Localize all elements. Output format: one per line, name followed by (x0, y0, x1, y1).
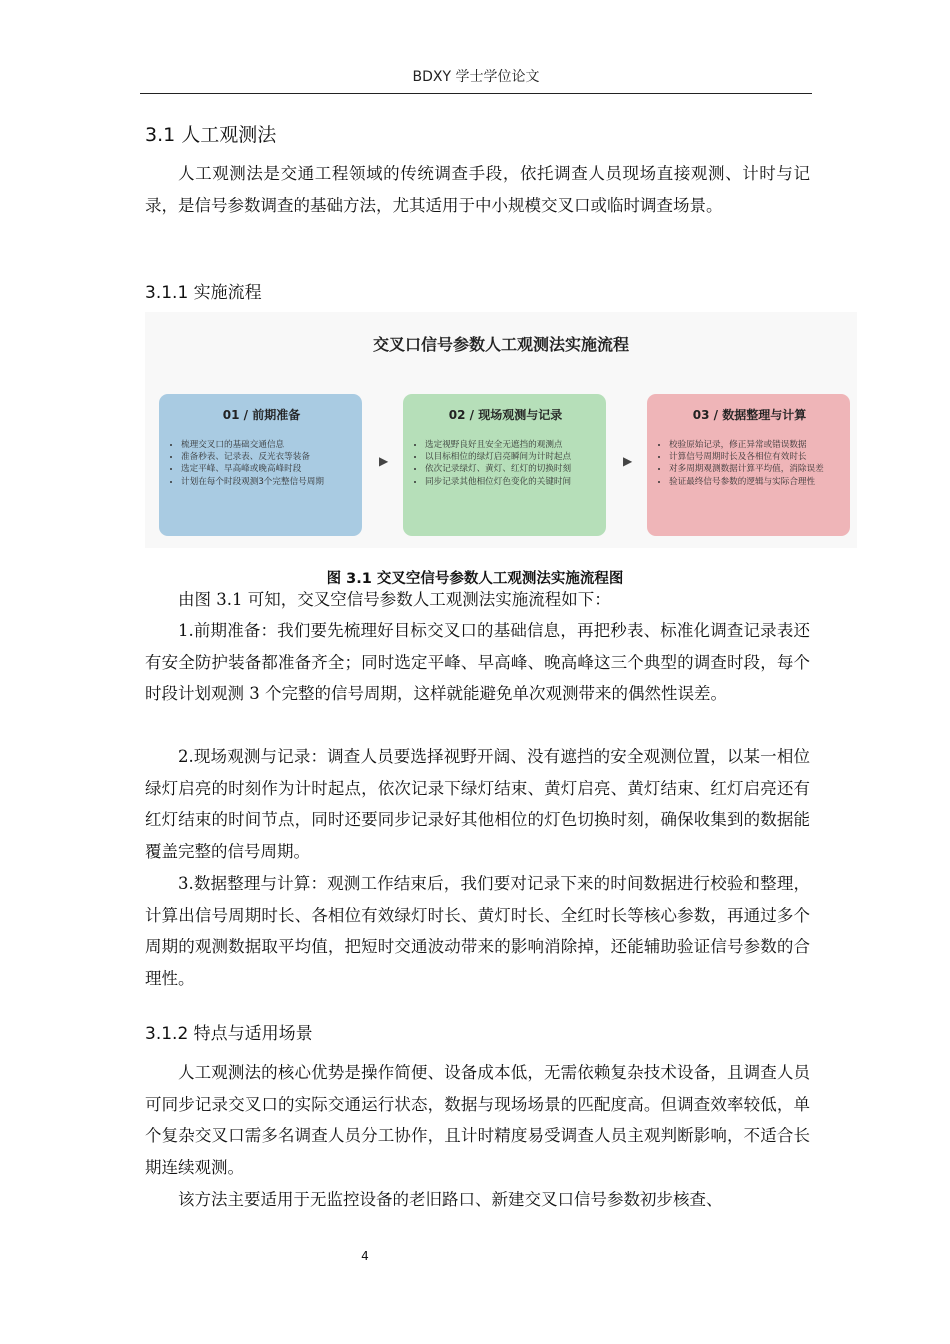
play-triangle-icon: ▶ (623, 454, 633, 468)
figure-caption: 图 3.1 交叉空信号参数人工观测法实施流程图 (326, 571, 624, 587)
body-paragraph: 该方法主要适用于无监控设备的老旧路口、新建交叉口信号参数初步核查、 (178, 1190, 723, 1209)
section-heading: 3.1 人工观测法 (145, 124, 277, 146)
step-title: 02 / 现场观测与记录 (448, 408, 563, 422)
step-item: • 准备秒表、记录表、反光衣等装备 (181, 451, 352, 463)
step-item: • 计划在每个时段观测3个完整信号周期 (181, 476, 352, 488)
step-item: • 校验原始记录，修正异常或错误数据 (669, 439, 840, 451)
header-rule (140, 93, 812, 94)
step-item: • 计算信号周期时长及各相位有效时长 (669, 451, 840, 463)
figure-title: 交叉口信号参数人工观测法实施流程 (372, 335, 629, 354)
step-list (659, 439, 840, 488)
step-card-prepare (159, 394, 362, 536)
body-paragraph: 由图 3.1 可知，交叉空信号参数人工观测法实施流程如下： (178, 590, 611, 609)
step-card-observe (403, 394, 606, 536)
step-item: • 对多周期观测数据计算平均值，消除误差 (669, 463, 840, 475)
step-card-compute (647, 394, 850, 536)
step-item: • 梳理交叉口的基础交通信息 (181, 439, 352, 451)
step-title: 01 / 前期准备 (222, 408, 301, 422)
body-paragraph: 人工观测法的核心优势是操作简便、设备成本低，无需依赖复杂技术设备，且调查人员可同步记录交叉口的实际交通运行状态，数据与现场场景的匹配度高。但调查效率较低，单个复杂交叉口需多名调查人员分工协作，且计时精度易受调查人员主观判断影响，不适合长期连续观测。 (145, 1063, 810, 1177)
subsection-heading-2: 3.1.2 特点与适用场景 (145, 1024, 313, 1044)
step-item: • 依次记录绿灯、黄灯、红灯的切换时刻 (425, 463, 596, 475)
running-header: BDXY 学士学位论文 (412, 69, 540, 85)
page-number: 4 (361, 1249, 369, 1263)
step-list (415, 439, 596, 488)
step-item: • 以目标相位的绿灯启亮瞬间为计时起点 (425, 451, 596, 463)
subsection-heading-1: 3.1.1 实施流程 (145, 283, 262, 303)
body-paragraph: 1.前期准备：我们要先梳理好目标交叉口的基础信息，再把秒表、标准化调查记录表还有安全防护装备都准备齐全；同时选定平峰、早高峰、晚高峰这三个典型的调查时段，每个时段计划观测 3 个完整的信号周期，这样就能避免单次观测带来的偶然性误差。 (145, 621, 810, 703)
play-triangle-icon: ▶ (379, 454, 389, 468)
step-item: • 同步记录其他相位灯色变化的关键时间 (425, 476, 596, 488)
step-item: • 验证最终信号参数的逻辑与实际合理性 (669, 476, 840, 488)
flowchart-figure (145, 312, 857, 548)
step-item: • 选定平峰、早高峰或晚高峰时段 (181, 463, 352, 475)
step-list (171, 439, 352, 488)
body-paragraph: 3.数据整理与计算：观测工作结束后，我们要对记录下来的时间数据进行校验和整理，计算出信号周期时长、各相位有效绿灯时长、黄灯时长、全红时长等核心参数，再通过多个周期的观测数据取平均值，把短时交通波动带来的影响消除掉，还能辅助验证信号参数的合理性。 (145, 874, 810, 988)
intro-paragraph: 人工观测法是交通工程领域的传统调查手段，依托调查人员现场直接观测、计时与记录，是信号参数调查的基础方法，尤其适用于中小规模交叉口或临时调查场景。 (145, 164, 810, 215)
step-item: • 选定视野良好且安全无遮挡的观测点 (425, 439, 596, 451)
step-title: 03 / 数据整理与计算 (692, 408, 807, 422)
body-paragraph: 2.现场观测与记录：调查人员要选择视野开阔、没有遮挡的安全观测位置，以某一相位绿灯启亮的时刻作为计时起点，依次记录下绿灯结束、黄灯启亮、黄灯结束、红灯启亮还有红灯结束的时间节点，同时还要同步记录好其他相位的灯色切换时刻，确保收集到的数据能覆盖完整的信号周期。 (145, 747, 810, 861)
